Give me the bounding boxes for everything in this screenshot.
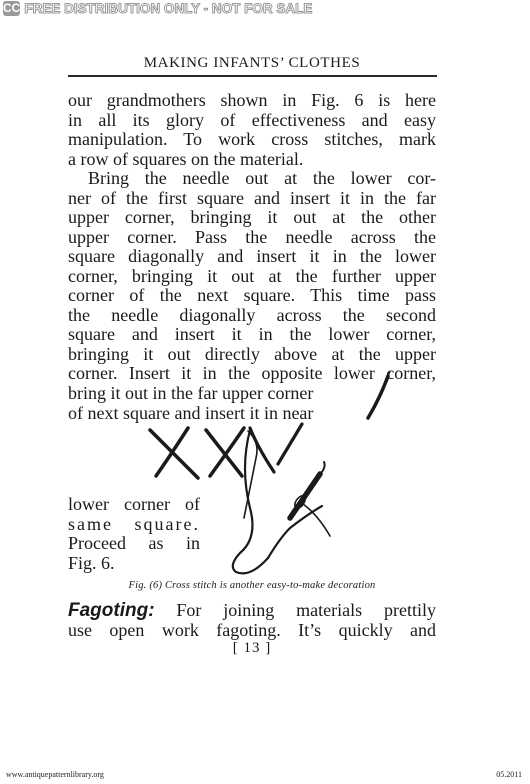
text-line: in all its glory of effectiveness and easy: [68, 109, 436, 130]
running-header: MAKING INFANTS’ CLOTHES: [143, 55, 361, 71]
stitch-mark: [250, 428, 274, 472]
text-line: lower corner of: [68, 494, 200, 514]
text-line: ner of the first square and insert it in the far: [68, 187, 436, 208]
cross-stitch-illustration: [140, 368, 415, 578]
text-line: manipulation. To work cross stitches, mark: [68, 129, 436, 149]
text-line: upper corner. Pass the needle across the: [68, 226, 436, 247]
text-line: use open work fagoting. It’s quickly and: [68, 619, 436, 640]
section-heading: Fagoting:: [68, 600, 155, 621]
body-text-top: [68, 91, 436, 384]
stitch-mark: [278, 424, 302, 464]
text-line: Fig. 6.: [68, 552, 115, 573]
text-line: bringing it out directly above at the upper: [68, 343, 436, 364]
text-line: corner, bringing it out at the further upper: [68, 265, 436, 286]
text-line: our grandmothers shown in Fig. 6 is here: [68, 90, 436, 110]
page-number: [ 13 ]: [232, 640, 272, 656]
license-banner-text: FREE DISTRIBUTION ONLY - NOT FOR SALE: [24, 1, 313, 16]
text-line: corner. Insert it in the opposite lower corner,: [68, 363, 436, 383]
footer-date: 05.2011: [496, 770, 522, 779]
stitch-mark: [150, 430, 198, 478]
text-line: the needle diagonally across the second: [68, 304, 436, 325]
text-line: Bring the needle out at the lower cor-: [88, 168, 436, 188]
text-span: For joining materials prettily: [154, 600, 436, 620]
stitch-mark: [210, 428, 244, 476]
text-line: square diagonally and insert it in the lower: [68, 246, 436, 266]
text-line: corner of the next square. This time pass: [68, 285, 436, 305]
text-line: bring it out in the far upper corner: [68, 383, 314, 403]
figure-caption: Fig. (6) Cross stitch is another easy-to-make decoration: [128, 580, 376, 591]
text-line: a row of squares on the material.: [68, 148, 304, 169]
text-line: upper corner, bringing it out at the other: [68, 207, 436, 227]
body-text-fagoting: [68, 601, 436, 640]
text-line: of next square and insert it in near: [68, 402, 314, 423]
creative-commons-logo-icon: CC: [3, 1, 21, 15]
license-banner: [0, 0, 313, 17]
needle-bottom: [290, 474, 320, 518]
text-line: [68, 601, 436, 621]
needle-top: [368, 376, 388, 418]
stitch-mark: [156, 428, 188, 476]
footer-url: www.antiquepatternlibrary.org: [6, 770, 104, 779]
thread-loop: [233, 430, 322, 573]
text-line: Proceed as in: [68, 533, 200, 553]
header-rule: [68, 75, 437, 77]
text-line: square and insert it in the lower corner,: [68, 324, 436, 344]
text-line: same square.: [68, 513, 200, 534]
